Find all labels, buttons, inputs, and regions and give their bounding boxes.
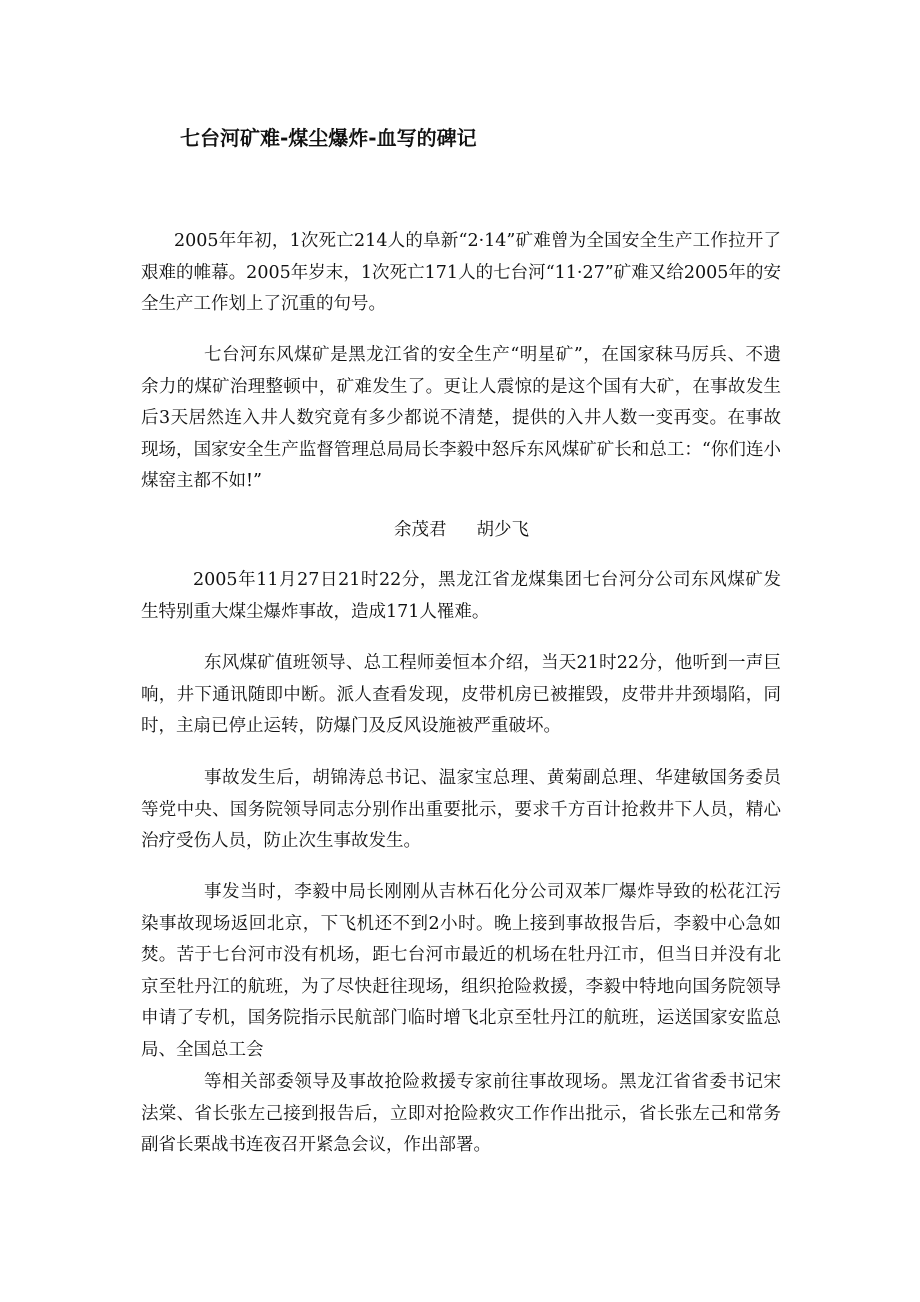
author-name: 胡少飞 [476,520,529,540]
paragraph-body-4: 事发当时，李毅中局长刚刚从吉林石化分公司双苯厂爆炸导致的松花江污染事故现场返回北京，下飞机还不到2小时。晚上接到事故报告后，李毅中心急如焚。苦于七台河市没有机场，距七台河市最近的机场在牡丹江市，但当日并没有北京至牡丹江的航班，为了尽快赶往现场，组织抢险救援，李毅中特地向国务院领导申请了专机，国务院指示民航部门临时增飞北京至牡丹江的航班，运送国家安监总局、全国总工会 [141,882,781,1060]
author-line [394,515,529,546]
paragraph-body-3: 事故发生后，胡锦涛总书记、温家宝总理、黄菊副总理、华建敏国务委员等党中央、国务院领导同志分别作出重要批示，要求千方百计抢救井下人员，精心治疗受伤人员，防止次生事故发生。 [141,768,781,851]
paragraph-intro-1: 2005年年初，1次死亡214人的阜新“2·14”矿难曾为全国安全生产工作拉开了艰难的帷幕。2005年岁末，1次死亡171人的七台河“11·27”矿难又给2005年的安全生产工作划上了沉重的句号。 [141,231,781,314]
document-title: 七台河矿难-煤尘爆炸-血写的碑记 [180,126,477,150]
paragraph-body-1: 2005年11月27日21时22分，黑龙江省龙煤集团七台河分公司东风煤矿发生特别重大煤尘爆炸事故，造成171人罹难。 [141,570,781,622]
author-name: 余茂君 [394,520,447,540]
paragraph-body-5: 等相关部委领导及事故抢险救援专家前往事故现场。黑龙江省省委书记宋法棠、省长张左己接到报告后，立即对抢险救灾工作作出批示，省长张左己和常务副省长栗战书连夜召开紧急会议，作出部署。 [141,1072,781,1155]
paragraph-body-2: 东风煤矿值班领导、总工程师姜恒本介绍，当天21时22分，他听到一声巨响，井下通讯随即中断。派人查看发现，皮带机房已被摧毁，皮带井井颈塌陷，同时，主扇已停止运转，防爆门及反风设施被严重破坏。 [141,653,781,736]
paragraph-intro-2: 七台河东风煤矿是黑龙江省的安全生产“明星矿”，在国家秣马厉兵、不遗余力的煤矿治理整顿中，矿难发生了。更让人震惊的是这个国有大矿，在事故发生后3天居然连入井人数究竟有多少都说不清楚，提供的入井人数一变再变。在事故现场，国家安全生产监督管理总局局长李毅中怒斥东风煤矿矿长和总工：“你们连小煤窑主都不如!” [141,345,781,491]
